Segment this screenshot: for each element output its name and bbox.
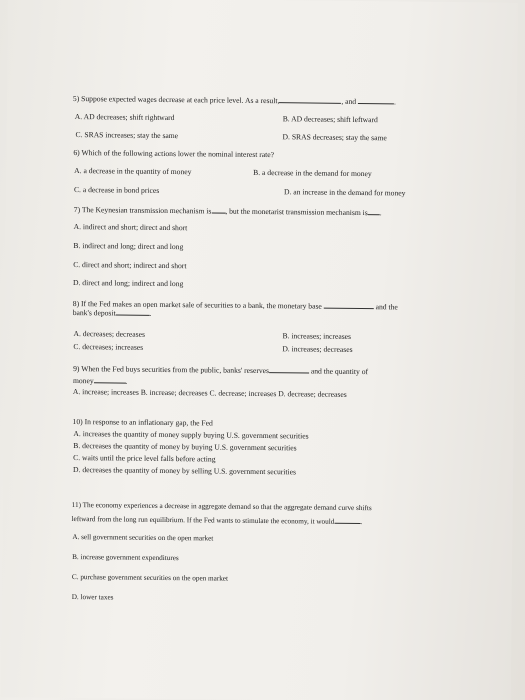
q6-option-a: A. a decrease in the quantity of money — [74, 166, 192, 177]
q11-option-b: B. increase government expenditures — [72, 553, 179, 563]
q10-option-a: A. increases the quantity of money supply buying U.S. government securities — [73, 429, 309, 441]
q6-option-d: D. an increase in the demand for money — [283, 187, 406, 198]
q8-option-b: B. increases; increases — [282, 331, 352, 341]
q9-blank-2 — [94, 375, 126, 383]
q8-stem-end: . — [149, 308, 152, 318]
q7-blank-2 — [368, 207, 382, 218]
q8-blank-1 — [324, 301, 374, 310]
q10-stem: 10) In response to an inflationary gap, the Fed — [72, 417, 213, 428]
q8-stem-line-2 — [73, 307, 152, 318]
q7-option-d: D. direct and long; indirect and long — [72, 278, 184, 289]
q7-option-b: B. indirect and long; direct and long — [73, 241, 184, 252]
q8-option-d: D. increases; decreases — [282, 344, 353, 354]
q9-options: A. increase; increases B. increase; decreases C. decrease; increases D. decrease; decreases — [72, 387, 347, 399]
q9-stem-end: . — [125, 376, 128, 386]
q8-stem-part-3: bank's deposit — [72, 308, 116, 318]
q10-option-b: B. decreases the quantity of money by buying U.S. government securities — [73, 441, 297, 453]
worksheet-page — [1, 0, 518, 700]
q5-stem-mid: , and — [341, 96, 357, 106]
q5-stem-text: 5) Suppose expected wages decrease at each price level. As a result, — [72, 94, 280, 106]
q11-option-d: D. lower taxes — [71, 593, 114, 602]
q5-stem — [73, 93, 396, 106]
q7-option-a: A. indirect and short; direct and short — [73, 222, 188, 233]
q8-stem-part-2: and the — [375, 302, 398, 312]
q11-blank — [334, 516, 363, 527]
q5-blank-2 — [358, 96, 396, 107]
q8-option-a: A. decreases; decreases — [73, 329, 146, 339]
q5-option-d: D. SRAS decreases; stay the same — [282, 132, 387, 143]
q7-stem-part-1: 7) The Keynesian transmission mechanism is — [73, 205, 212, 216]
q11-stem-end: . — [360, 518, 363, 527]
q11-option-a: A. sell government securities on the open market — [72, 533, 214, 543]
q8-blank-2 — [116, 307, 150, 315]
q9-blank-1 — [269, 365, 309, 373]
q9-stem-part-3: money — [72, 376, 94, 386]
q10-option-c: C. waits until the price level falls before acting — [73, 453, 216, 464]
q7-stem — [74, 204, 382, 217]
q9-stem-part-2: and the quantity of — [310, 366, 369, 377]
q9-stem-line-1 — [73, 363, 368, 376]
q10-option-d: D. decreases the quantity of money by selling U.S. government securities — [73, 465, 297, 477]
q5-option-c: C. SRAS increases; stay the same — [75, 130, 179, 141]
q9-stem-part-1: 9) When the Fed buys securities from the public, banks' reserves — [73, 364, 270, 376]
q5-option-a: A. AD decreases; shift rightward — [74, 112, 175, 123]
q11-option-c: C. purchase government securities on the open market — [71, 573, 229, 583]
q5-stem-end: . — [393, 97, 396, 107]
q11-stem-line-2 — [72, 513, 363, 527]
q7-stem-end: . — [379, 208, 382, 218]
q9-stem-line-2 — [73, 375, 128, 386]
q11-stem-part-2: leftward from the long run equilibrium. If the Fed wants to stimulate the economy, it would — [71, 515, 335, 526]
q6-option-b: B. a decrease in the demand for money — [253, 167, 372, 179]
q7-blank-1 — [211, 205, 225, 213]
q11-stem-line-1: 11) The economy experiences a decrease in aggregate demand so that the aggregate demand curve shifts — [71, 501, 372, 513]
q6-option-c: C. a decrease in bond prices — [73, 185, 160, 195]
q8-option-c: C. decreases; increases — [73, 342, 144, 352]
q7-stem-part-2: , but the monetarist transmission mechanism is — [225, 206, 368, 218]
q5-option-b: B. AD decreases; shift leftward — [282, 114, 378, 125]
q8-stem-part-1: 8) If the Fed makes an open market sale of securities to a bank, the monetary base — [72, 299, 322, 311]
q7-option-c: C. direct and short; indirect and short — [73, 260, 187, 271]
q5-blank-1 — [279, 95, 341, 104]
q6-stem: 6) Which of the following actions lower the nominal interest rate? — [73, 148, 275, 160]
